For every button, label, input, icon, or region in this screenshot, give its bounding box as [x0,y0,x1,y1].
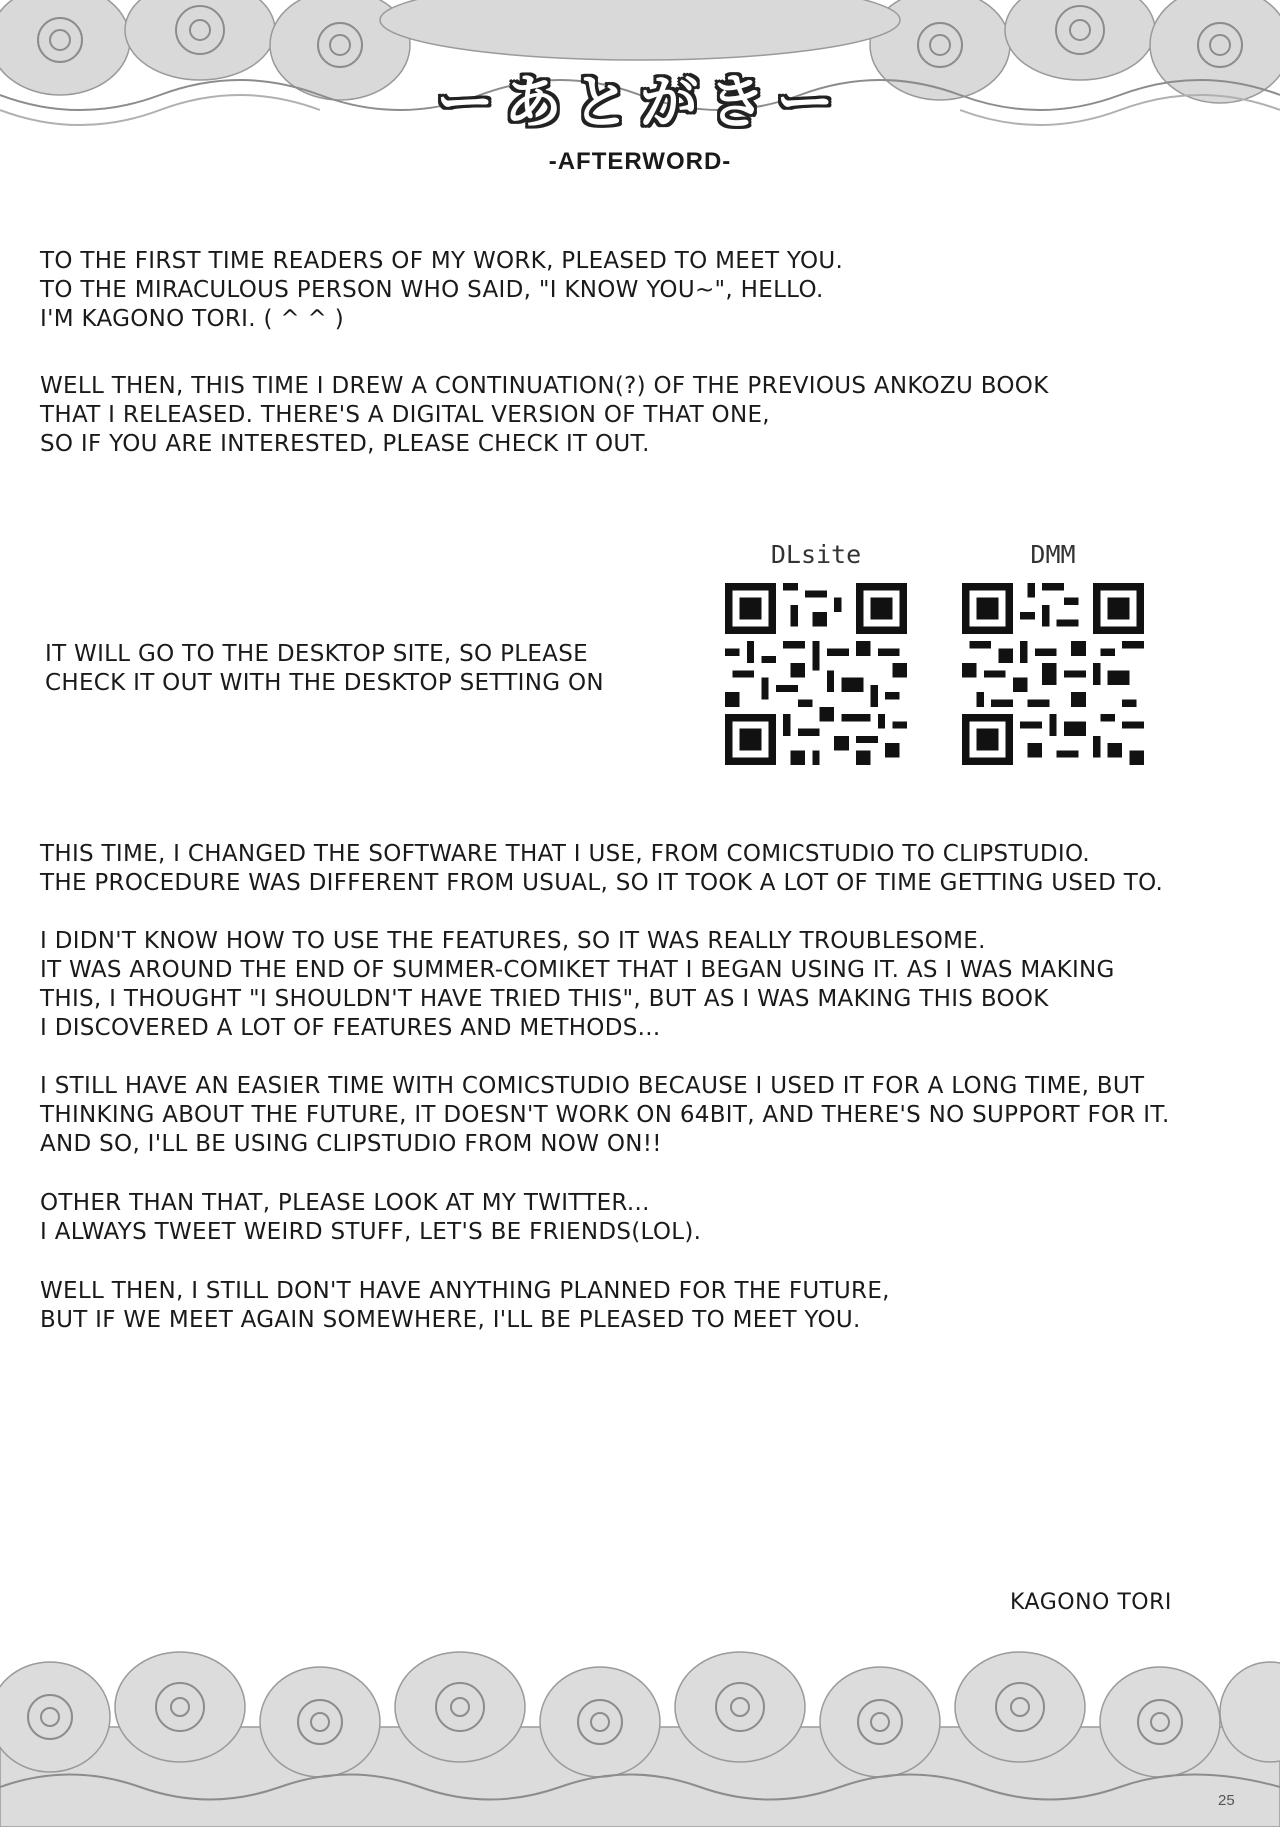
qr-label-dlsite: DLsite [770,540,862,569]
text-line: THAT I RELEASED. THERE'S A DIGITAL VERSION OF THAT ONE, [40,402,770,428]
qr-block-dmm [962,540,1144,770]
paragraph-previous-book [40,372,1260,459]
page-title-english: -AFTERWORD- [548,148,732,175]
qr-block-dlsite [725,540,907,770]
paragraph-software-change [40,840,1260,898]
text-line: WELL THEN, THIS TIME I DREW A CONTINUATION(?) OF THE PREVIOUS ANKOZU BOOK [40,373,1049,399]
text-line: OTHER THAN THAT, PLEASE LOOK AT MY TWITTER... [40,1190,650,1216]
qr-code-icon[interactable] [725,583,907,765]
text-line: BUT IF WE MEET AGAIN SOMEWHERE, I'LL BE PLEASED TO MEET YOU. [40,1307,861,1333]
text-line: IT WILL GO TO THE DESKTOP SITE, SO PLEASE [45,641,588,667]
qr-label-dmm: DMM [1030,540,1076,569]
text-line: I'M KAGONO TORI. ( ^ ^ ) [40,306,344,332]
text-line: WELL THEN, I STILL DON'T HAVE ANYTHING PLANNED FOR THE FUTURE, [40,1278,890,1304]
text-line: THINKING ABOUT THE FUTURE, IT DOESN'T WORK ON 64BIT, AND THERE'S NO SUPPORT FOR IT. [40,1102,1170,1128]
paragraph-comicstudio [40,1072,1260,1159]
text-line: THE PROCEDURE WAS DIFFERENT FROM USUAL, SO IT TOOK A LOT OF TIME GETTING USED TO. [40,870,1164,896]
paragraph-greeting [40,247,1260,334]
text-line: IT WAS AROUND THE END OF SUMMER-COMIKET THAT I BEGAN USING IT. AS I WAS MAKING [40,957,1115,983]
paragraph-closing [40,1277,1260,1335]
text-line: TO THE FIRST TIME READERS OF MY WORK, PLEASED TO MEET YOU. [40,248,844,274]
paragraph-features [40,927,1260,1043]
text-line: CHECK IT OUT WITH THE DESKTOP SETTING ON [45,670,604,696]
author-signature: KAGONO TORI [1010,1590,1172,1615]
text-line: THIS TIME, I CHANGED THE SOFTWARE THAT I USE, FROM COMICSTUDIO TO CLIPSTUDIO. [40,841,1091,867]
paragraph-twitter [40,1189,1260,1247]
text-line: SO IF YOU ARE INTERESTED, PLEASE CHECK IT OUT. [40,431,650,457]
page-title-japanese: ーあとがきー [435,68,844,136]
text-line: I ALWAYS TWEET WEIRD STUFF, LET'S BE FRIENDS(LOL). [40,1219,702,1245]
text-line: AND SO, I'LL BE USING CLIPSTUDIO FROM NOW ON!! [40,1131,662,1157]
text-line: THIS, I THOUGHT "I SHOULDN'T HAVE TRIED THIS", BUT AS I WAS MAKING THIS BOOK [40,986,1049,1012]
text-line: I DIDN'T KNOW HOW TO USE THE FEATURES, SO IT WAS REALLY TROUBLESOME. [40,928,986,954]
text-line: I DISCOVERED A LOT OF FEATURES AND METHODS... [40,1015,661,1041]
qr-code-icon[interactable] [962,583,1144,765]
text-line: I STILL HAVE AN EASIER TIME WITH COMICSTUDIO BECAUSE I USED IT FOR A LONG TIME, BUT [40,1073,1145,1099]
lace-border-bottom [0,1637,1280,1827]
paragraph-desktop-note [45,640,685,698]
page-number: 25 [1218,1792,1235,1809]
text-line: TO THE MIRACULOUS PERSON WHO SAID, "I KNOW YOU~", HELLO. [40,277,824,303]
